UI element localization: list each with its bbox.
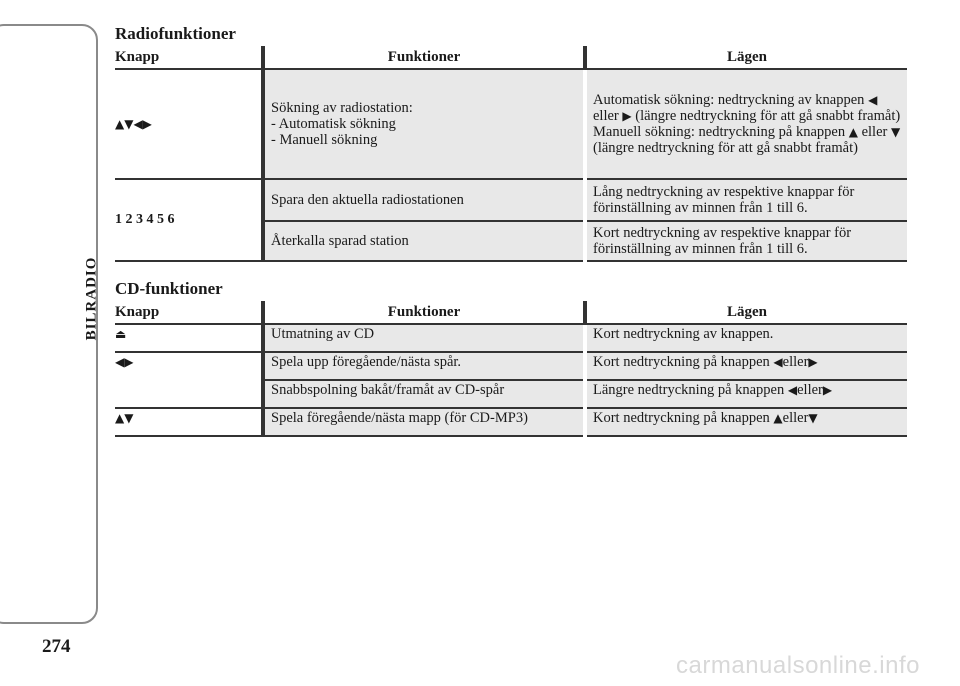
left-arrow-icon: ◀ <box>773 355 783 369</box>
mode-text: Automatisk sökning: nedtryckning av knappen <box>593 92 865 108</box>
radio-table <box>115 46 907 262</box>
mode-text: eller <box>861 124 888 140</box>
watermark: carmanualsonline.info <box>676 652 920 679</box>
mode-cell <box>585 352 907 380</box>
mode-text: Längre nedtryckning på knappen <box>593 382 785 398</box>
mode-text: (längre nedtryckning för att gå snabbt framåt) <box>635 108 901 124</box>
mode-cell <box>585 408 907 436</box>
header-knapp: Knapp <box>115 301 263 324</box>
mode-cell <box>585 380 907 408</box>
func-line: - Automatisk sökning <box>271 116 396 132</box>
table-row <box>115 324 907 352</box>
mode-text: eller <box>782 410 809 426</box>
radio-header-row <box>115 46 907 69</box>
radio-title: Radiofunktioner <box>115 24 236 43</box>
mode-cell: Kort nedtryckning av respektive knappar för förinställning av minnen från 1 till 6. <box>585 221 907 261</box>
mode-text: Kort nedtryckning på knappen <box>593 354 770 370</box>
header-lagen: Lägen <box>585 301 907 324</box>
chapter-label: BILRADIO <box>83 256 100 341</box>
up-arrow-icon: ▲ <box>773 411 783 425</box>
knapp-cell <box>115 324 263 352</box>
func-cell: Spela upp föregående/nästa spår. <box>263 352 585 380</box>
header-knapp: Knapp <box>115 46 263 69</box>
mode-cell <box>585 324 907 352</box>
right-arrow-icon: ▶ <box>808 355 818 369</box>
table-row <box>115 352 907 380</box>
mode-text: eller <box>797 382 823 398</box>
mode-text: eller <box>782 354 809 370</box>
table-row <box>115 408 907 436</box>
arrow-keys-icon: ▲▼◀▶ <box>115 116 152 131</box>
func-cell: Spara den aktuella radiostationen <box>263 179 585 221</box>
header-lagen: Lägen <box>585 46 907 69</box>
func-cell: Snabbspolning bakåt/framåt av CD-spår <box>263 380 585 408</box>
cd-section <box>115 279 907 437</box>
mode-text: eller <box>593 108 619 124</box>
knapp-cell <box>115 69 263 179</box>
knapp-cell <box>115 352 263 408</box>
cd-header-row <box>115 301 907 324</box>
mode-text: Kort nedtryckning på knappen <box>593 410 770 426</box>
left-arrow-icon: ◀ <box>787 383 798 397</box>
func-line: Sökning av radiostation: <box>271 100 413 116</box>
down-arrow-icon: ▼ <box>890 125 901 139</box>
cd-title: CD-funktioner <box>115 279 223 298</box>
left-arrow-icon: ◀ <box>868 93 878 107</box>
table-row <box>115 179 907 221</box>
table-row <box>115 69 907 179</box>
mode-cell <box>585 69 907 179</box>
mode-text: Manuell sökning: nedtryckning på knappen <box>593 124 846 140</box>
mode-text: Kort nedtryckning av knappen. <box>593 326 774 342</box>
func-cell: Återkalla sparad station <box>263 221 585 261</box>
func-cell <box>263 69 585 179</box>
right-arrow-icon: ▶ <box>622 109 632 123</box>
down-arrow-icon: ▼ <box>808 411 818 425</box>
mode-text: (längre nedtryckning för att gå snabbt framåt) <box>593 140 858 156</box>
header-funktioner: Funktioner <box>263 46 585 69</box>
header-funktioner: Funktioner <box>263 301 585 324</box>
left-right-arrow-icon: ◀▶ <box>115 355 134 369</box>
knapp-cell: 1 2 3 4 5 6 <box>115 179 263 261</box>
radio-section <box>115 24 907 262</box>
func-cell: Spela föregående/nästa mapp (för CD-MP3) <box>263 408 585 436</box>
cd-table <box>115 301 907 437</box>
right-arrow-icon: ▶ <box>822 383 833 397</box>
up-down-arrow-icon: ▲▼ <box>115 411 134 425</box>
page-number: 274 <box>42 636 71 657</box>
mode-cell: Lång nedtryckning av respektive knappar för förinställning av minnen från 1 till 6. <box>585 179 907 221</box>
func-line: - Manuell sökning <box>271 132 378 148</box>
knapp-cell <box>115 408 263 436</box>
func-cell: Utmatning av CD <box>263 324 585 352</box>
up-arrow-icon: ▲ <box>848 125 858 139</box>
eject-icon: ⏏ <box>115 327 127 341</box>
